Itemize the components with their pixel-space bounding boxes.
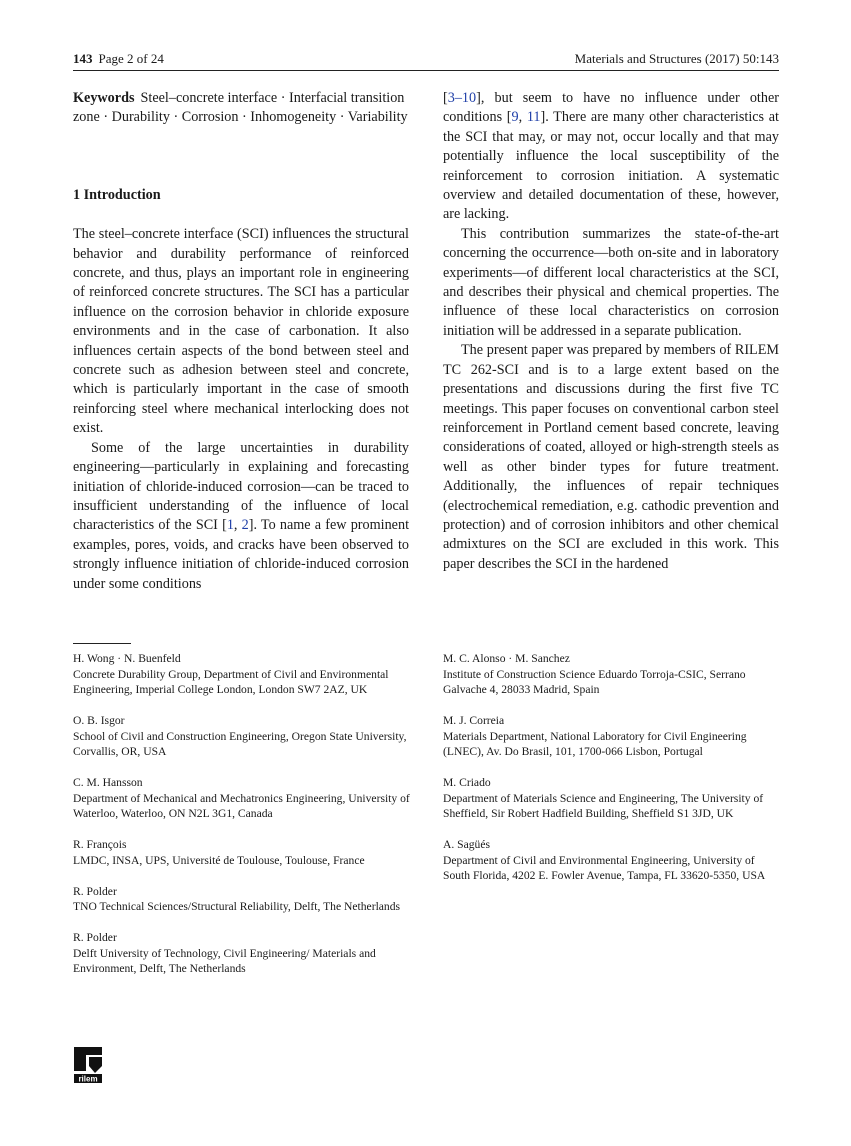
affiliation [73, 713, 413, 760]
author-address: Department of Civil and Environmental Engineering, University of South Florida, 4202 E. Fowler Avenue, Tampa, FL 33620-5350, USA [443, 853, 766, 882]
rilem-logo-text: rilem [78, 1074, 98, 1084]
author-address: TNO Technical Sciences/Structural Reliability, Delft, The Netherlands [73, 900, 401, 913]
author-address: Concrete Durability Group, Department of Civil and Environmental Engineering, Imperial College London, London SW7 2AZ, UK [73, 667, 389, 696]
author-names: H. Wong · N. Buenfeld [73, 652, 181, 665]
author-names: M. Criado [443, 776, 491, 789]
author-address: Delft University of Technology, Civil Engineering/ Materials and Environment, Delft, The Netherlands [73, 946, 376, 975]
paragraph-2: Some of the large uncertainties in durability engineering—particularly in explaining and forecasting initiation of chloride-induced corrosion—can be traced to insufficient understanding of the influence of local characteristics of the SCI [1, 2]. To name a few prominent examples, pores, voids, and cracks have been observed to strongly influence initiation of chloride-induced corrosion under some conditions [73, 439, 410, 592]
author-address: Materials Department, National Laboratory for Civil Engineering (LNEC), Av. Do Brasil, 101, 1700-066 Lisbon, Portugal [443, 729, 747, 758]
section-title: 1 Introduction [73, 186, 161, 203]
author-names: R. Polder [73, 884, 117, 898]
author-names: R. François [73, 838, 127, 851]
citation-link[interactable]: 2 [241, 517, 249, 534]
keywords [73, 89, 409, 128]
affiliation [73, 651, 413, 698]
affiliations-left [73, 651, 413, 992]
author-names: A. Sagüés [443, 838, 491, 851]
rilem-logo-graphic [73, 1046, 103, 1084]
page-label: Page 2 of 24 [98, 51, 164, 66]
citation-link[interactable]: 3–10 [447, 90, 477, 106]
affiliation [443, 837, 783, 884]
affiliation [73, 884, 413, 915]
journal-citation: Materials and Structures (2017) 50:143 [574, 51, 779, 66]
affiliation [73, 837, 413, 868]
paragraph-1: The steel–concrete interface (SCI) influences the structural behavior and durability performance of reinforced concrete, and thus, plays an important role in engineering of reinforced concrete structures. The SCI has a particular influence on the corrosion behavior in chloride exposure environments and in the case of carbonation. It also influences certain aspects of the bond between steel and concrete such as adhesion between steel and concrete, which is particularly important in the case of smooth reinforcing steel where mechanical interlocking does not exist. [73, 226, 409, 437]
affiliation [73, 775, 413, 822]
affiliations-right [443, 651, 783, 899]
left-column [73, 89, 409, 594]
affiliation [73, 930, 413, 977]
citation-link[interactable]: 9 [511, 109, 519, 126]
rilem-logo-icon [73, 1046, 103, 1084]
author-address: Department of Materials Science and Engineering, The University of Sheffield, Sir Robert Hadfield Building, Sheffield S1 3JD, UK [443, 791, 764, 820]
footnote-rule [73, 643, 131, 644]
article-number: 143 [73, 51, 93, 66]
affiliation [443, 651, 783, 698]
author-names: C. M. Hansson [73, 776, 143, 789]
author-names: O. B. Isgor [73, 714, 125, 727]
citation-link[interactable]: 11 [526, 109, 541, 126]
author-names: M. J. Correia [443, 714, 505, 727]
paragraph-4: This contribution summarizes the state-of-the-art concerning the occurrence—both on-site and in laboratory experiments—of different local characteristics at the SCI, and describes their physical and chemical properties. The influence of these local characteristics on corrosion initiation will be addressed in a separate publication. [443, 225, 779, 339]
author-address: Department of Mechanical and Mechatronics Engineering, University of Waterloo, Waterloo, ON N2L 3G1, Canada [73, 791, 410, 820]
right-column [443, 89, 779, 574]
running-header [73, 50, 779, 71]
page-indicator [73, 51, 164, 67]
author-address: School of Civil and Construction Engineering, Oregon State University, Corvallis, OR, USA [73, 729, 407, 758]
affiliation [443, 775, 783, 822]
keywords-label: Keywords [73, 90, 135, 106]
keywords-text: Steel–concrete interface · Interfacial transition zone · Durability · Corrosion · Inhomogeneity · Variability [73, 90, 408, 126]
author-address: LMDC, INSA, UPS, Université de Toulouse, Toulouse, France [73, 853, 365, 867]
author-names: M. C. Alonso · M. Sanchez [443, 652, 570, 665]
author-names: R. Polder [73, 931, 117, 944]
paragraph-3: [3–10], but seem to have no influence under other conditions [9, 11]. There are many other characteristics at the SCI that may, or may not, occur locally and that may potentially influence the local susceptibility of the reinforcement to corrosion initiation. A systematic overview and detailed documentation of these, however, are lacking. [443, 90, 779, 223]
paragraph-5: The present paper was prepared by members of RILEM TC 262-SCI and is to a large extent based on the presentations and discussions during the first five TC meetings. This paper focuses on conventional carbon steel reinforcement in Portland cement based concrete, leaving considerations of coated, alloyed or high-strength steels as well as other binder types for future treatment. Additionally, the influences of repair techniques (electrochemical remediation, e.g. cathodic prevention and protection) and of corrosion inhibitors and other chemical admixtures on the SCI are excluded in this work. This paper describes the SCI in the hardened [443, 342, 779, 572]
affiliation [443, 713, 783, 760]
author-address: Institute of Construction Science Eduardo Torroja-CSIC, Serrano Galvache 4, 28033 Madrid, Spain [443, 667, 746, 696]
citation-link[interactable]: 1 [226, 517, 234, 534]
